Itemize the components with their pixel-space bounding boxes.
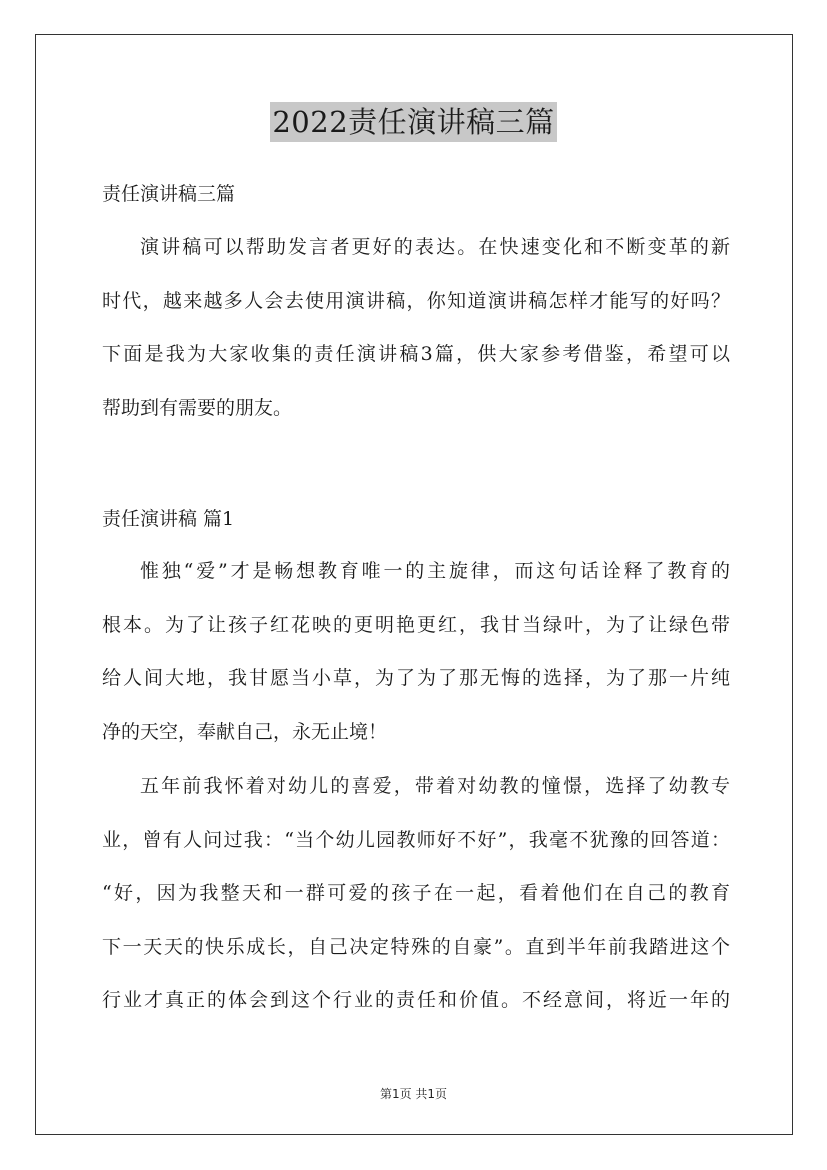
paragraph-line: 业，曾有人问过我：“当个幼儿园教师好不好”，我毫不犹豫的回答道： — [102, 828, 730, 851]
paragraph-line: 行业才真正的体会到这个行业的责任和价值。不经意间，将近一年的 — [102, 989, 730, 1011]
paragraph-line: 净的天空，奉献自己，永无止境！ — [102, 720, 388, 743]
paragraph-line: 根本。为了让孩子红花映的更明艳更红，我甘当绿叶，为了让绿色带 — [102, 613, 730, 636]
paragraph-line: 下面是我为大家收集的责任演讲稿3篇，供大家参考借鉴，希望可以 — [102, 343, 730, 365]
paragraph-line: 演讲稿可以帮助发言者更好的表达。在快速变化和不断变革的新 — [140, 236, 730, 258]
paragraph-line: 时代，越来越多人会去使用演讲稿，你知道演讲稿怎样才能写的好吗？ — [102, 289, 730, 312]
section-heading: 责任演讲稿 篇1 — [102, 508, 235, 530]
section1-paragraph-2 — [102, 760, 730, 1028]
document-title: 2022责任演讲稿三篇 — [270, 102, 556, 142]
intro-paragraph — [102, 221, 730, 435]
paragraph-line: 惟独“爱”才是畅想教育唯一的主旋律，而这句话诠释了教育的 — [140, 560, 730, 582]
paragraph-line: 给人间大地，我甘愿当小草，为了为了那无悔的选择，为了那一片纯 — [102, 667, 730, 689]
title-container — [0, 102, 827, 142]
paragraph-line: 帮助到有需要的朋友。 — [102, 396, 293, 419]
paragraph-line: 五年前我怀着对幼儿的喜爱，带着对幼教的憧憬，选择了幼教专 — [140, 775, 730, 797]
paragraph-line: “好，因为我整天和一群可爱的孩子在一起，看着他们在自己的教育 — [102, 882, 730, 904]
page-number-footer: 第1页 共1页 — [379, 1087, 448, 1101]
subheading: 责任演讲稿三篇 — [102, 183, 236, 205]
paragraph-line: 下一天天的快乐成长，自己决定特殊的自豪”。直到半年前我踏进这个 — [102, 935, 730, 958]
section1-paragraph-1 — [102, 545, 730, 759]
